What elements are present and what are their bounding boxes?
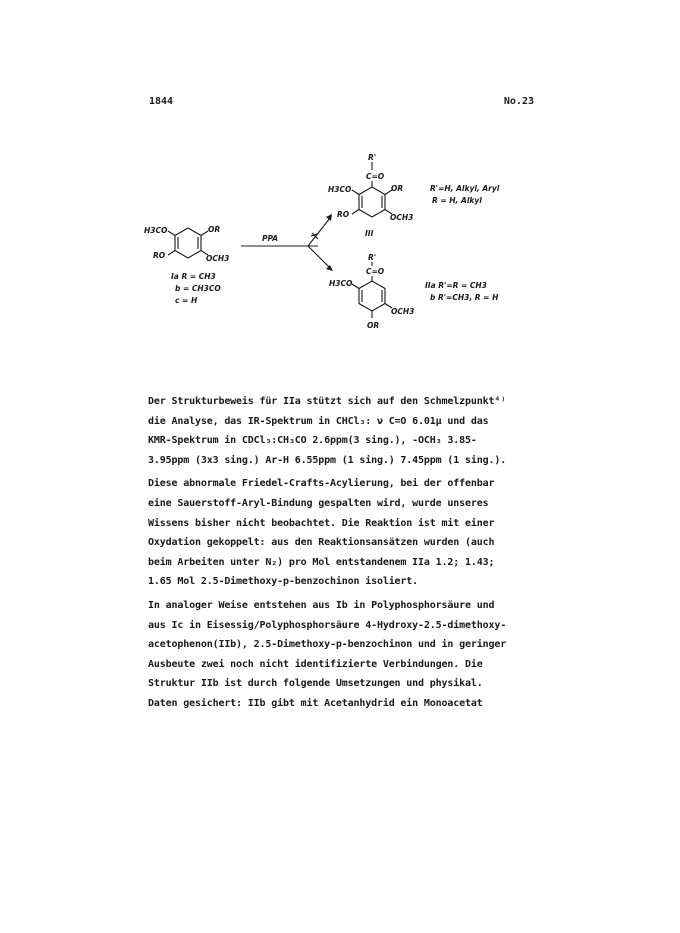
- text-line: beim Arbeiten unter N₂) pro Mol entstandenem IIa 1.2; 1.43;: [148, 556, 495, 568]
- product2-r-prime: R': [368, 253, 377, 262]
- text-line: 3.95ppm (3x3 sing.) Ar-H 6.55ppm (1 sing.) 7.45ppm (1 sing.).: [148, 454, 507, 466]
- reactant-structure: [144, 225, 229, 305]
- product3-ro: RO: [337, 210, 350, 219]
- text-line: Struktur IIb ist durch folgende Umsetzungen und physikal.: [148, 678, 483, 690]
- product-ii-structure: [329, 253, 499, 330]
- reaction-arrows: [241, 214, 333, 271]
- text-line: Der Strukturbeweis für IIa stützt sich auf den Schmelzpunkt⁴⁾: [148, 396, 507, 407]
- text-line: Oxydation gekoppelt: aus den Reaktionsansätzen wurden (auch: [148, 537, 495, 549]
- text-line: 1.65 Mol 2.5-Dimethoxy-p-benzochinon isoliert.: [148, 576, 419, 588]
- reactant-subst-methoxy: H3CO: [144, 226, 168, 235]
- paragraph-structure-proof: [148, 392, 538, 470]
- reactant-subst-och3: OCH3: [206, 254, 230, 263]
- product2-or: OR: [367, 321, 380, 330]
- text-line: eine Sauerstoff-Aryl-Bindung gespalten wird, wurde unseres: [148, 497, 489, 509]
- body-text: [148, 392, 538, 718]
- text-line: Ausbeute zwei noch nicht identifizierte Verbindungen. Die: [148, 658, 483, 670]
- reactant-legend-a: Ia R = CH3: [171, 272, 216, 281]
- product3-note-2: R = H, Alkyl: [432, 196, 482, 205]
- reactant-subst-ro: RO: [153, 251, 166, 260]
- product3-methoxy: H3CO: [328, 185, 352, 194]
- reagent-label: PPA: [262, 234, 279, 243]
- page-number: 1844: [149, 96, 174, 107]
- reaction-scheme: [0, 0, 680, 360]
- reactant-legend-c: c = H: [175, 296, 198, 305]
- paragraph-acylation: [148, 474, 538, 592]
- product3-or: OR: [391, 184, 404, 193]
- paragraph-analogous: [148, 596, 538, 714]
- product2-methoxy: H3CO: [329, 279, 353, 288]
- text-line: Diese abnormale Friedel-Crafts-Acylierung, bei der offenbar: [148, 478, 495, 490]
- text-line: Daten gesichert: IIb gibt mit Acetanhydrid ein Monoacetat: [148, 697, 483, 709]
- product2-note-1: IIa R'=R = CH3: [425, 281, 487, 290]
- text-line: acetophenon(IIb), 2.5-Dimethoxy-p-benzochinon und in geringer: [148, 639, 507, 651]
- reactant-legend-b: b = CH3CO: [175, 284, 221, 293]
- text-line: In analoger Weise entstehen aus Ib in Polyphosphorsäure und: [148, 599, 495, 611]
- issue-number: No.23: [503, 96, 534, 107]
- text-line: aus Ic in Eisessig/Polyphosphorsäure 4-Hydroxy-2.5-dimethoxy-: [148, 619, 507, 631]
- product3-label: III: [365, 229, 374, 238]
- product2-carbonyl: C=O: [366, 267, 385, 276]
- product3-och3: OCH3: [390, 213, 414, 222]
- product-iii-structure: [328, 153, 500, 238]
- product3-r-prime: R': [368, 153, 377, 162]
- text-line: Wissens bisher nicht beobachtet. Die Reaktion ist mit einer: [148, 517, 495, 529]
- reactant-subst-or: OR: [208, 225, 221, 234]
- product3-carbonyl: C=O: [366, 172, 385, 181]
- product3-note-1: R'=H, Alkyl, Aryl: [430, 184, 500, 193]
- product2-och3: OCH3: [391, 307, 415, 316]
- product2-note-2: b R'=CH3, R = H: [430, 293, 499, 302]
- text-line: KMR-Spektrum in CDCl₃:CH₃CO 2.6ppm(3 sing.), -OCH₃ 3.85-: [148, 435, 477, 447]
- text-line: die Analyse, das IR-Spektrum in CHCl₃: ν C=O 6.01μ und das: [148, 415, 489, 427]
